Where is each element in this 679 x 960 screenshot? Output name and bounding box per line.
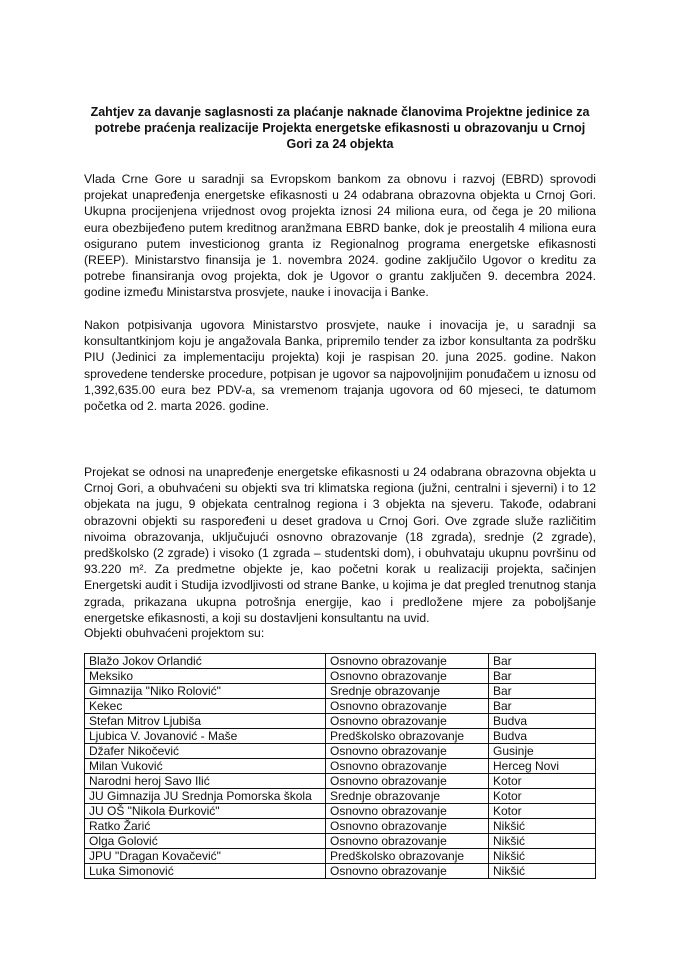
education-level-cell: Osnovno obrazovanje: [326, 654, 489, 669]
object-name-cell: Kekec: [85, 699, 326, 714]
table-row: [85, 654, 596, 669]
table-row: [85, 759, 596, 774]
table-row: [85, 834, 596, 849]
city-cell: Nikšić: [489, 864, 596, 879]
object-name-cell: Meksiko: [85, 669, 326, 684]
education-level-cell: Osnovno obrazovanje: [326, 774, 489, 789]
education-level-cell: Srednje obrazovanje: [326, 684, 489, 699]
object-name-cell: JPU "Dragan Kovačević": [85, 849, 326, 864]
table-intro: Objekti obuhvaćeni projektom su:: [84, 626, 265, 640]
table-row: [85, 744, 596, 759]
education-level-cell: Osnovno obrazovanje: [326, 699, 489, 714]
education-level-cell: Predškolsko obrazovanje: [326, 729, 489, 744]
city-cell: Nikšić: [489, 834, 596, 849]
table-row: [85, 789, 596, 804]
paragraph-tender-procedure: Nakon potpisivanja ugovora Ministarstvo prosvjete, nauke i inovacija je, u saradnji sa konsultantkinjom koju je angažovala Banka, pripremilo tender za izbor konsultanta za podršku PIU (Jedinici za implementaciju projekta) koji je raspisan 20. juna 2025. godine. Nakon sprovedene tenderske procedure, potpisan je ugovor sa najpovoljnijim ponuđačem u iznosu od 1,392,635.00 eura bez PDV-a, sa vremenom trajanja ugovora od 60 mjeseci, te datumom početka od 2. marta 2026. godine.: [84, 318, 596, 414]
table-row: [85, 774, 596, 789]
city-cell: Herceg Novi: [489, 759, 596, 774]
object-name-cell: Narodni heroj Savo Ilić: [85, 774, 326, 789]
objects-table-body: [85, 654, 596, 879]
education-level-cell: Predškolsko obrazovanje: [326, 849, 489, 864]
education-level-cell: Osnovno obrazovanje: [326, 744, 489, 759]
city-cell: Nikšić: [489, 819, 596, 834]
education-level-cell: Osnovno obrazovanje: [326, 804, 489, 819]
object-name-cell: Ratko Žarić: [85, 819, 326, 834]
city-cell: Gusinje: [489, 744, 596, 759]
table-row: [85, 804, 596, 819]
object-name-cell: Stefan Mitrov Ljubiša: [85, 714, 326, 729]
table-row: [85, 819, 596, 834]
education-level-cell: Osnovno obrazovanje: [326, 714, 489, 729]
education-level-cell: Osnovno obrazovanje: [326, 669, 489, 684]
paragraph-project-overview: Vlada Crne Gore u saradnji sa Evropskom bankom za obnovu i razvoj (EBRD) sprovodi projekat unapređenja energetske efikasnosti u 24 odabrana obrazovna objekta u Crnoj Gori. Ukupna procijenjena vrijednost ovog projekta iznosi 24 miliona eura, od čega je 20 miliona eura obezbijeđeno putem kreditnog aranžmana EBRD banke, dok je preostalih 4 miliona eura osigurano putem investicionog granta iz Regionalnog programa energetske efikasnosti (REEP). Ministarstvo finansija je 1. novembra 2024. godine zaključilo Ugovor o kreditu za potrebe finansiranja ovog projekta, dok je Ugovor o grantu zaključen 9. decembra 2024. godine između Ministarstva prosvjete, nauke i inovacija i Banke.: [84, 172, 596, 300]
object-name-cell: JU Gimnazija JU Srednja Pomorska škola: [85, 789, 326, 804]
city-cell: Budva: [489, 714, 596, 729]
city-cell: Nikšić: [489, 849, 596, 864]
education-level-cell: Osnovno obrazovanje: [326, 759, 489, 774]
city-cell: Bar: [489, 654, 596, 669]
table-row: [85, 714, 596, 729]
table-row: [85, 699, 596, 714]
city-cell: Budva: [489, 729, 596, 744]
object-name-cell: Gimnazija "Niko Rolović": [85, 684, 326, 699]
table-row: [85, 864, 596, 879]
table-row: [85, 684, 596, 699]
education-level-cell: Osnovno obrazovanje: [326, 819, 489, 834]
education-level-cell: Osnovno obrazovanje: [326, 834, 489, 849]
city-cell: Kotor: [489, 774, 596, 789]
object-name-cell: Džafer Nikočević: [85, 744, 326, 759]
table-row: [85, 729, 596, 744]
table-row: [85, 669, 596, 684]
city-cell: Kotor: [489, 789, 596, 804]
object-name-cell: Luka Simonović: [85, 864, 326, 879]
education-level-cell: Srednje obrazovanje: [326, 789, 489, 804]
city-cell: Bar: [489, 684, 596, 699]
paragraph-project-scope: Projekat se odnosi na unapređenje energetske efikasnosti u 24 odabrana obrazovna objekta u Crnoj Gori, a obuhvaćeni su objekti sva tri klimatska regiona (južni, centralni i sjeverni) i to 12 objekata na jugu, 9 objekata centralnog regiona i 3 objekta na sjeveru. Takođe, odabrani obrazovni objekti su raspoređeni u deset gradova u Crnoj Gori. Ove zgrade služe različitim nivoima obrazovanja, uključujući osnovno obrazovanje (18 zgrada), srednje (2 zgrade), predškolsko (2 zgrade) i visoko (1 zgrada – studentski dom), i obuhvataju ukupnu površinu od 93.220 m². Za predmetne objekte je, kao početni korak u realizaciji projekta, sačinjen Energetski audit i Studija izvodljivosti od strane Banke, u kojima je dat pregled trenutnog stanja zgrada, prikazana ukupna potrošnja energije, kao i predložene mjere za poboljšanje energetske efikasnosti, a koji su dostavljeni konsultantu na uvid.: [84, 465, 596, 625]
object-name-cell: Milan Vuković: [85, 759, 326, 774]
table-row: [85, 849, 596, 864]
object-name-cell: Ljubica V. Jovanović - Maše: [85, 729, 326, 744]
document-title: Zahtjev za davanje saglasnosti za plaćanje naknade članovima Projektne jedinice za potrebe praćenja realizacije Projekta energetske efikasnosti u obrazovanju u Crnoj Gori za 24 objekta: [90, 105, 590, 151]
education-level-cell: Osnovno obrazovanje: [326, 864, 489, 879]
object-name-cell: JU OŠ "Nikola Đurković": [85, 804, 326, 819]
city-cell: Kotor: [489, 804, 596, 819]
object-name-cell: Olga Golović: [85, 834, 326, 849]
city-cell: Bar: [489, 669, 596, 684]
object-name-cell: Blažo Jokov Orlandić: [85, 654, 326, 669]
city-cell: Bar: [489, 699, 596, 714]
objects-table: [84, 653, 596, 879]
